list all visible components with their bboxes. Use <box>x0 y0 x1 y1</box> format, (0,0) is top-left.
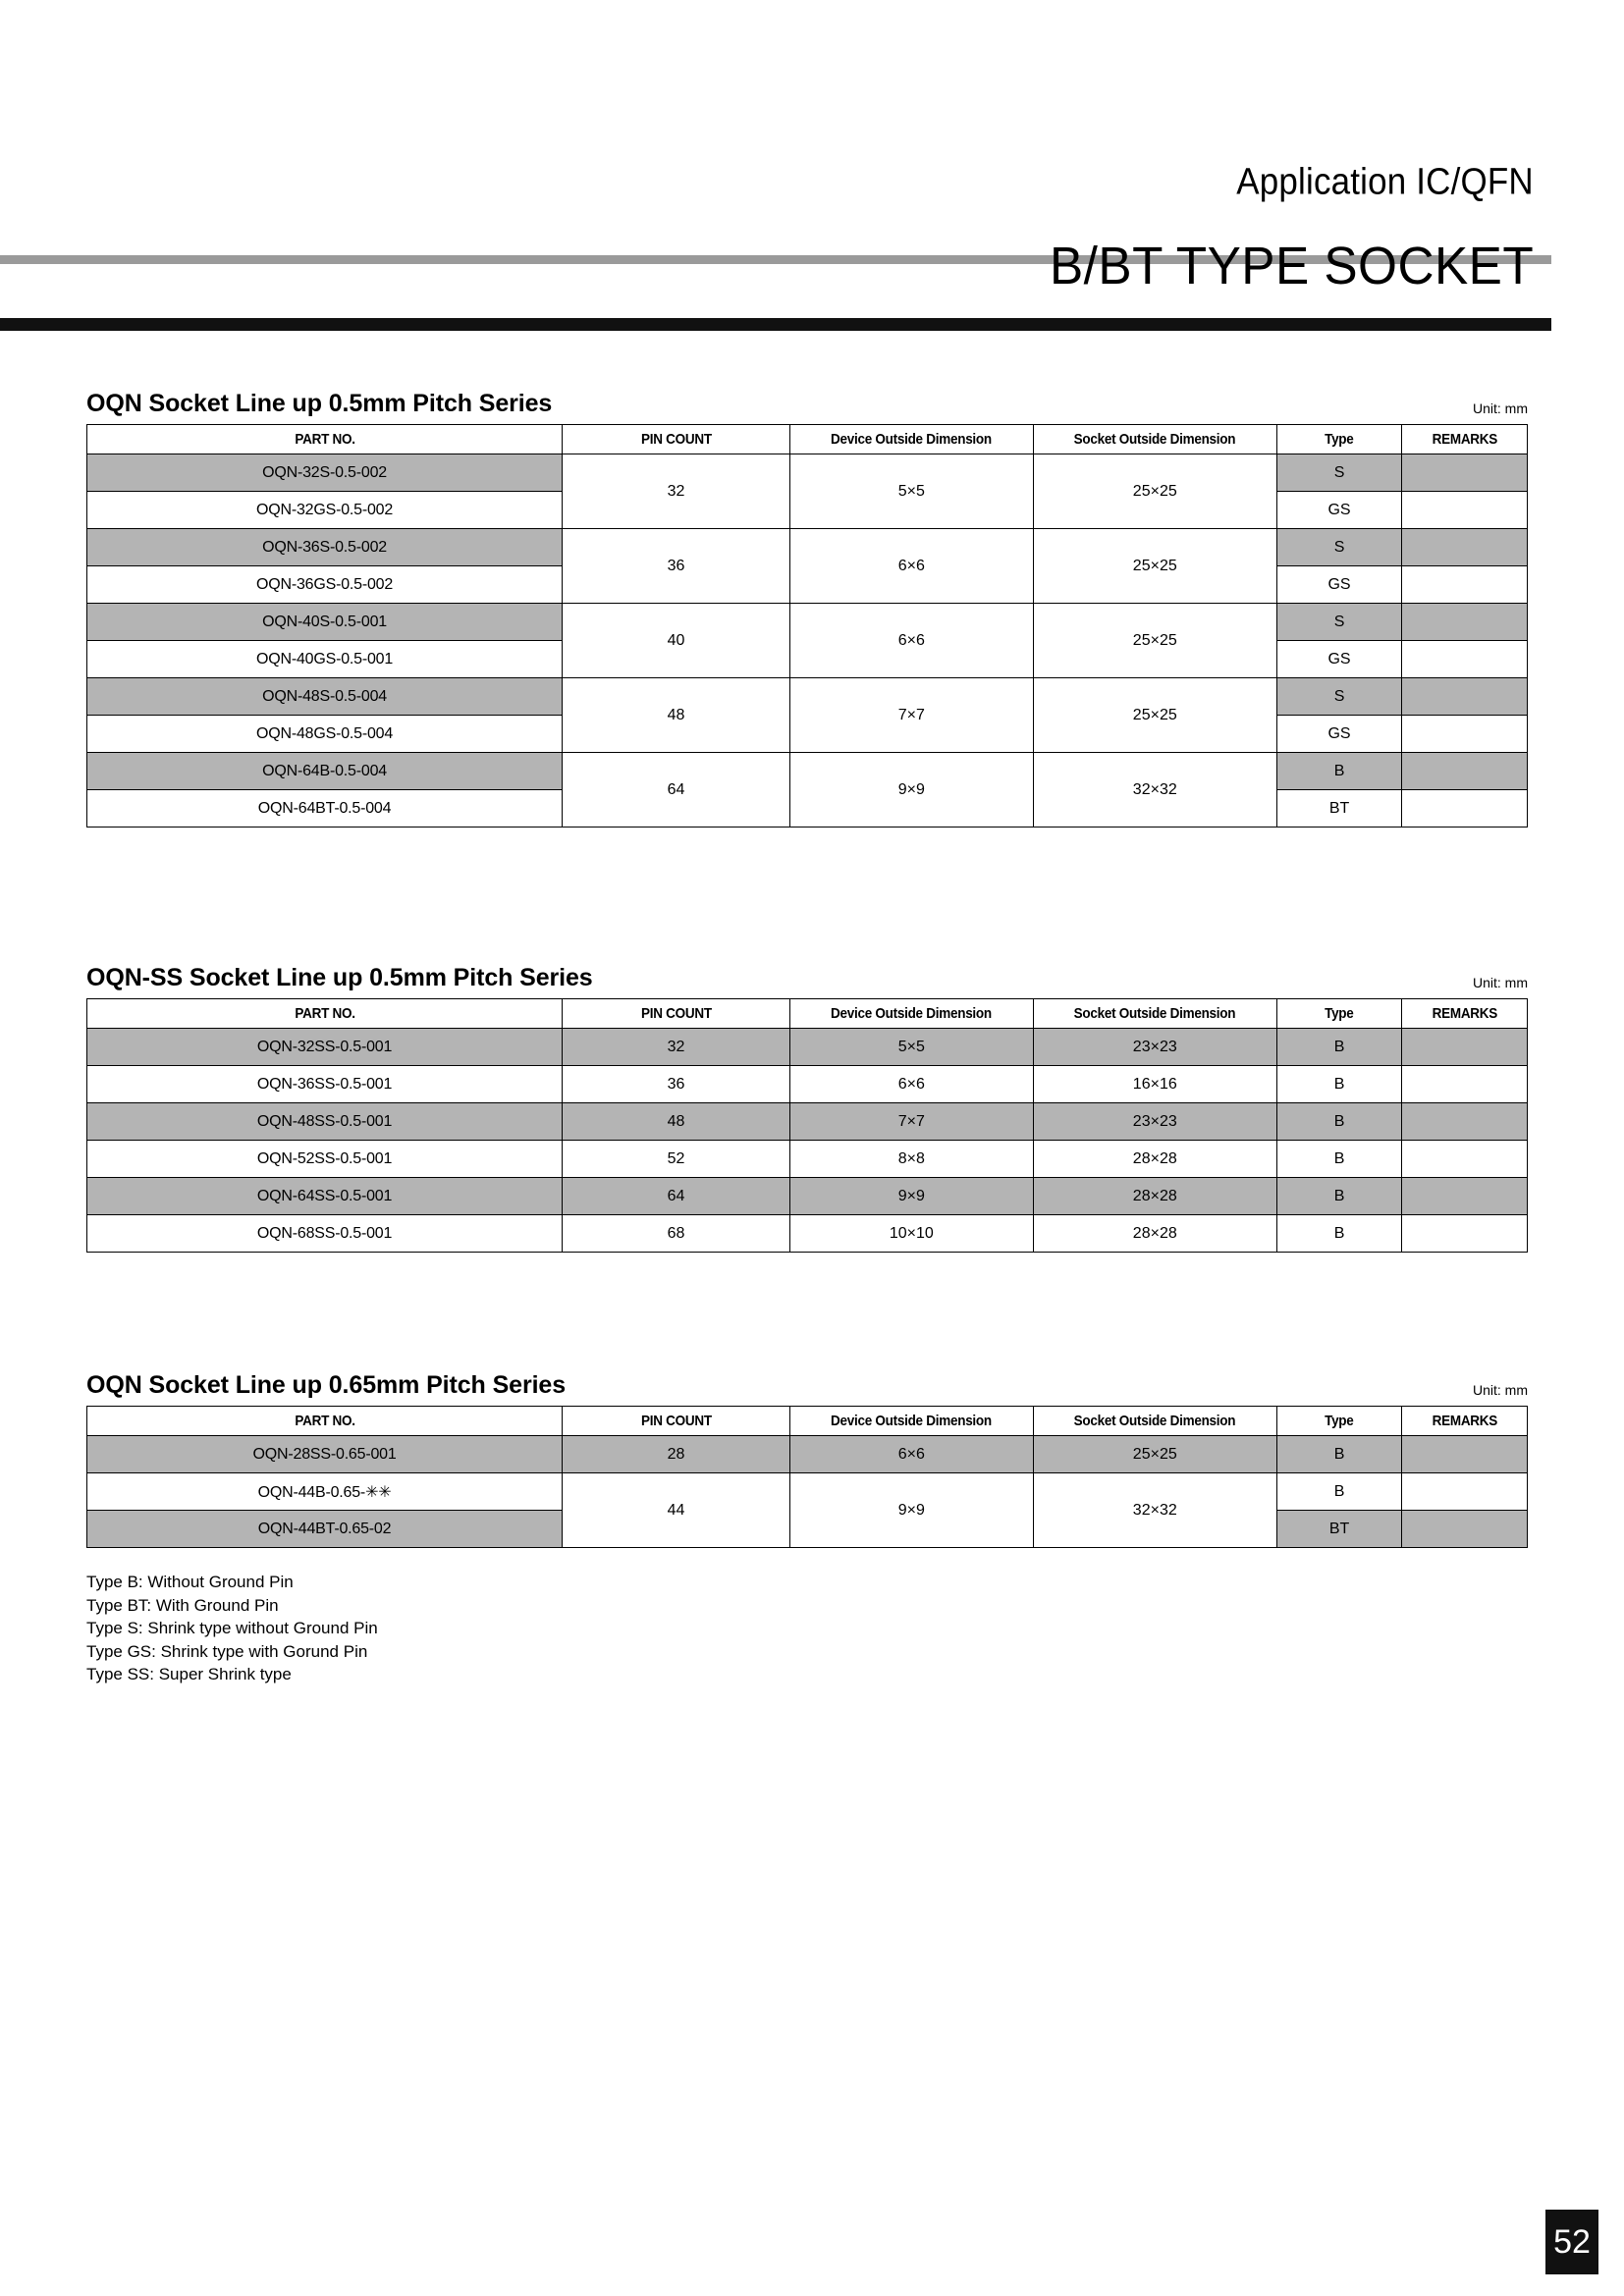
cell-socket-dimension: 25×25 <box>1033 1436 1276 1473</box>
cell-socket-dimension: 32×32 <box>1033 1473 1276 1548</box>
type-legend-line: Type S: Shrink type without Ground Pin <box>86 1619 378 1637</box>
cell-device-dimension: 8×8 <box>789 1141 1033 1178</box>
cell-pin-count: 32 <box>563 1029 790 1066</box>
table-row <box>87 1473 1528 1511</box>
table-row <box>87 678 1528 716</box>
cell-remarks <box>1402 529 1528 566</box>
table-body <box>87 1029 1528 1253</box>
column-header-device-dimension: Device Outside Dimension <box>802 999 1021 1029</box>
section-oqn-ss-05mm <box>86 957 1528 1253</box>
cell-pin-count: 64 <box>563 1178 790 1215</box>
column-header-pin-count: PIN COUNT <box>573 425 779 454</box>
cell-type: S <box>1276 529 1402 566</box>
column-header-part-no: PART NO. <box>111 425 539 454</box>
cell-socket-dimension: 28×28 <box>1033 1215 1276 1253</box>
cell-type: S <box>1276 678 1402 716</box>
section-header <box>86 383 1528 424</box>
cell-remarks <box>1402 1178 1528 1215</box>
table-row <box>87 1066 1528 1103</box>
table-header-row <box>87 999 1528 1029</box>
cell-type: B <box>1276 1066 1402 1103</box>
cell-device-dimension: 5×5 <box>789 454 1033 529</box>
table-header-row <box>87 1407 1528 1436</box>
cell-part-no: OQN-36GS-0.5-002 <box>87 566 563 604</box>
cell-part-no: OQN-68SS-0.5-001 <box>87 1215 563 1253</box>
cell-type: BT <box>1276 790 1402 828</box>
column-header-part-no: PART NO. <box>111 1407 539 1436</box>
table-row <box>87 454 1528 492</box>
cell-part-no: OQN-44BT-0.65-02 <box>87 1511 563 1548</box>
cell-part-no: OQN-36S-0.5-002 <box>87 529 563 566</box>
cell-part-no: OQN-44B-0.65-✳✳ <box>87 1473 563 1511</box>
cell-remarks <box>1402 678 1528 716</box>
table-body <box>87 454 1528 828</box>
cell-remarks <box>1402 604 1528 641</box>
cell-socket-dimension: 23×23 <box>1033 1103 1276 1141</box>
cell-remarks <box>1402 454 1528 492</box>
table-row <box>87 1141 1528 1178</box>
column-header-device-dimension: Device Outside Dimension <box>802 425 1021 454</box>
cell-socket-dimension: 23×23 <box>1033 1029 1276 1066</box>
column-header-type: Type <box>1283 1407 1396 1436</box>
cell-part-no: OQN-40S-0.5-001 <box>87 604 563 641</box>
table-row <box>87 1215 1528 1253</box>
cell-device-dimension: 10×10 <box>789 1215 1033 1253</box>
cell-device-dimension: 5×5 <box>789 1029 1033 1066</box>
cell-remarks <box>1402 1473 1528 1511</box>
section-header <box>86 957 1528 998</box>
cell-device-dimension: 9×9 <box>789 753 1033 828</box>
cell-type: B <box>1276 1178 1402 1215</box>
cell-remarks <box>1402 641 1528 678</box>
column-header-socket-dimension: Socket Outside Dimension <box>1046 999 1265 1029</box>
header-rule-black <box>0 318 1551 331</box>
cell-part-no: OQN-28SS-0.65-001 <box>87 1436 563 1473</box>
cell-pin-count: 52 <box>563 1141 790 1178</box>
cell-socket-dimension: 25×25 <box>1033 678 1276 753</box>
cell-remarks <box>1402 790 1528 828</box>
unit-label: Unit: mm <box>1473 400 1528 416</box>
type-legend-line: Type SS: Super Shrink type <box>86 1665 292 1683</box>
table-row <box>87 1029 1528 1066</box>
cell-part-no: OQN-32SS-0.5-001 <box>87 1029 563 1066</box>
cell-remarks <box>1402 753 1528 790</box>
cell-socket-dimension: 25×25 <box>1033 529 1276 604</box>
cell-part-no: OQN-32S-0.5-002 <box>87 454 563 492</box>
cell-socket-dimension: 32×32 <box>1033 753 1276 828</box>
type-legend <box>86 1571 378 1686</box>
type-legend-line: Type GS: Shrink type with Gorund Pin <box>86 1641 368 1661</box>
table-row <box>87 1178 1528 1215</box>
cell-device-dimension: 6×6 <box>789 1436 1033 1473</box>
table-body <box>87 1436 1528 1548</box>
cell-pin-count: 48 <box>563 1103 790 1141</box>
table-row <box>87 753 1528 790</box>
table-row <box>87 529 1528 566</box>
socket-lineup-table <box>86 1406 1528 1548</box>
cell-device-dimension: 9×9 <box>789 1473 1033 1548</box>
cell-part-no: OQN-32GS-0.5-002 <box>87 492 563 529</box>
unit-label: Unit: mm <box>1473 1382 1528 1398</box>
cell-device-dimension: 6×6 <box>789 1066 1033 1103</box>
cell-part-no: OQN-64BT-0.5-004 <box>87 790 563 828</box>
cell-device-dimension: 9×9 <box>789 1178 1033 1215</box>
type-legend-line: Type BT: With Ground Pin <box>86 1595 279 1615</box>
column-header-device-dimension: Device Outside Dimension <box>802 1407 1021 1436</box>
column-header-part-no: PART NO. <box>111 999 539 1029</box>
socket-lineup-table <box>86 424 1528 828</box>
cell-type: B <box>1276 1029 1402 1066</box>
table-row <box>87 1436 1528 1473</box>
cell-device-dimension: 6×6 <box>789 529 1033 604</box>
cell-part-no: OQN-52SS-0.5-001 <box>87 1141 563 1178</box>
cell-socket-dimension: 25×25 <box>1033 454 1276 529</box>
cell-pin-count: 32 <box>563 454 790 529</box>
cell-remarks <box>1402 1215 1528 1253</box>
column-header-remarks: REMARKS <box>1408 999 1521 1029</box>
page-title: B/BT TYPE SOCKET <box>1049 237 1534 295</box>
cell-socket-dimension: 28×28 <box>1033 1141 1276 1178</box>
cell-type: S <box>1276 454 1402 492</box>
cell-part-no: OQN-36SS-0.5-001 <box>87 1066 563 1103</box>
cell-pin-count: 28 <box>563 1436 790 1473</box>
cell-type: GS <box>1276 641 1402 678</box>
section-title: OQN Socket Line up 0.65mm Pitch Series <box>86 1371 567 1399</box>
column-header-socket-dimension: Socket Outside Dimension <box>1046 1407 1265 1436</box>
cell-part-no: OQN-48SS-0.5-001 <box>87 1103 563 1141</box>
cell-type: GS <box>1276 716 1402 753</box>
cell-remarks <box>1402 1103 1528 1141</box>
cell-pin-count: 68 <box>563 1215 790 1253</box>
section-title: OQN-SS Socket Line up 0.5mm Pitch Series <box>86 964 593 991</box>
page-number: 52 <box>1545 2210 1598 2274</box>
cell-pin-count: 36 <box>563 529 790 604</box>
socket-lineup-table <box>86 998 1528 1253</box>
cell-part-no: OQN-64SS-0.5-001 <box>87 1178 563 1215</box>
column-header-socket-dimension: Socket Outside Dimension <box>1046 425 1265 454</box>
table-row <box>87 1103 1528 1141</box>
column-header-remarks: REMARKS <box>1408 425 1521 454</box>
cell-remarks <box>1402 1141 1528 1178</box>
unit-label: Unit: mm <box>1473 975 1528 990</box>
column-header-type: Type <box>1283 425 1396 454</box>
cell-pin-count: 44 <box>563 1473 790 1548</box>
section-title: OQN Socket Line up 0.5mm Pitch Series <box>86 390 553 417</box>
cell-type: BT <box>1276 1511 1402 1548</box>
cell-type: B <box>1276 1473 1402 1511</box>
cell-remarks <box>1402 1511 1528 1548</box>
table-header-row <box>87 425 1528 454</box>
cell-pin-count: 40 <box>563 604 790 678</box>
cell-type: GS <box>1276 566 1402 604</box>
cell-type: GS <box>1276 492 1402 529</box>
cell-socket-dimension: 28×28 <box>1033 1178 1276 1215</box>
cell-device-dimension: 7×7 <box>789 678 1033 753</box>
cell-device-dimension: 6×6 <box>789 604 1033 678</box>
cell-pin-count: 48 <box>563 678 790 753</box>
cell-remarks <box>1402 716 1528 753</box>
cell-type: B <box>1276 1141 1402 1178</box>
column-header-remarks: REMARKS <box>1408 1407 1521 1436</box>
column-header-pin-count: PIN COUNT <box>573 1407 779 1436</box>
cell-remarks <box>1402 492 1528 529</box>
section-oqn-065mm <box>86 1364 1528 1548</box>
cell-socket-dimension: 25×25 <box>1033 604 1276 678</box>
column-header-type: Type <box>1283 999 1396 1029</box>
cell-type: B <box>1276 1436 1402 1473</box>
column-header-pin-count: PIN COUNT <box>573 999 779 1029</box>
section-oqn-05mm <box>86 383 1528 828</box>
cell-part-no: OQN-48GS-0.5-004 <box>87 716 563 753</box>
cell-remarks <box>1402 1029 1528 1066</box>
cell-remarks <box>1402 1436 1528 1473</box>
cell-part-no: OQN-40GS-0.5-001 <box>87 641 563 678</box>
type-legend-line: Type B: Without Ground Pin <box>86 1573 294 1591</box>
section-header <box>86 1364 1528 1406</box>
cell-remarks <box>1402 566 1528 604</box>
table-row <box>87 604 1528 641</box>
cell-pin-count: 36 <box>563 1066 790 1103</box>
cell-part-no: OQN-64B-0.5-004 <box>87 753 563 790</box>
cell-part-no: OQN-48S-0.5-004 <box>87 678 563 716</box>
cell-type: S <box>1276 604 1402 641</box>
cell-socket-dimension: 16×16 <box>1033 1066 1276 1103</box>
cell-type: B <box>1276 1103 1402 1141</box>
cell-type: B <box>1276 753 1402 790</box>
cell-device-dimension: 7×7 <box>789 1103 1033 1141</box>
cell-pin-count: 64 <box>563 753 790 828</box>
header-eyebrow: Application IC/QFN <box>1236 161 1534 203</box>
cell-type: B <box>1276 1215 1402 1253</box>
cell-remarks <box>1402 1066 1528 1103</box>
